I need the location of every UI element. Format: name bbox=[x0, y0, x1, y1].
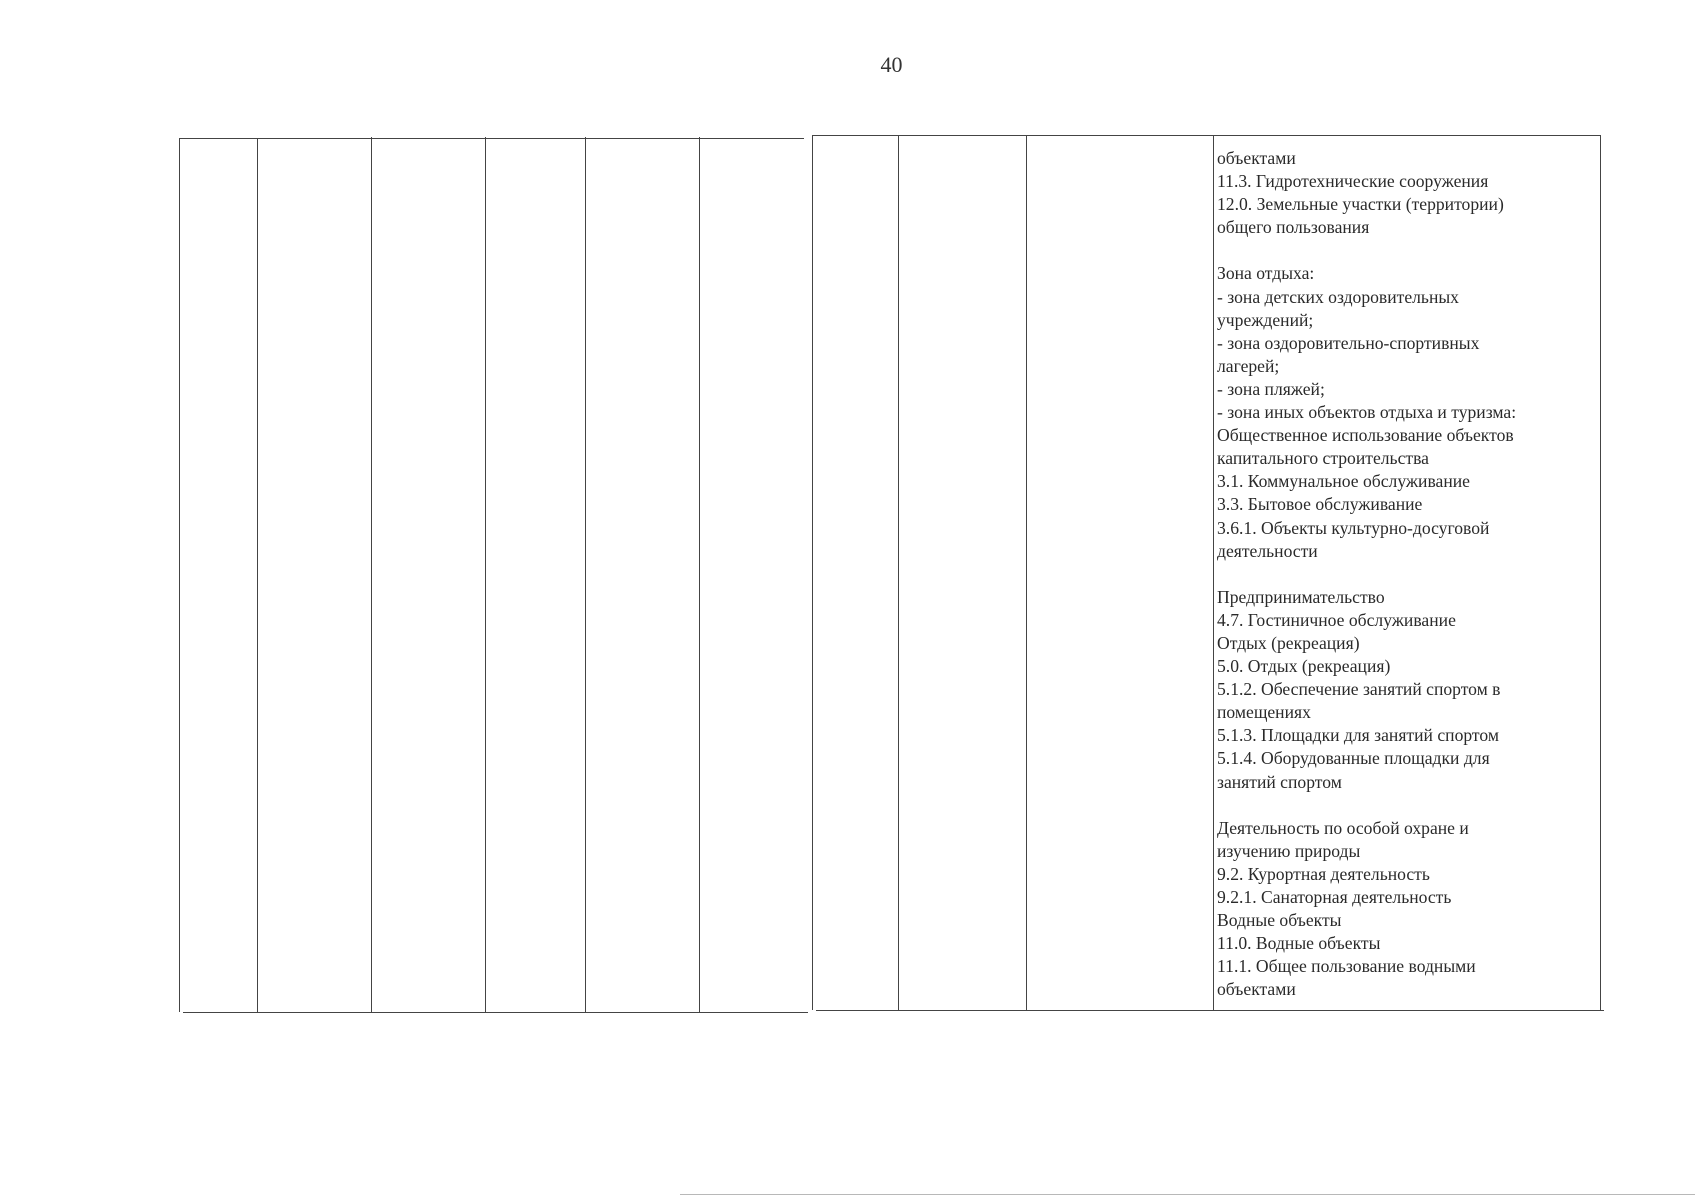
permitted-use-line: 12.0. Земельные участки (территории) bbox=[1217, 194, 1504, 215]
permitted-use-line: 5.1.4. Оборудованные площадки для bbox=[1217, 748, 1490, 769]
table-left-col-border bbox=[485, 137, 486, 1012]
table-left-col-border bbox=[585, 137, 586, 1012]
permitted-use-line: помещениях bbox=[1217, 702, 1311, 723]
table-left-col-border bbox=[371, 137, 372, 1012]
permitted-use-line: Отдых (рекреация) bbox=[1217, 632, 1360, 653]
table-left-col-border bbox=[257, 138, 258, 1012]
table-left-col-border bbox=[699, 137, 700, 1012]
blank-line bbox=[1217, 239, 1597, 262]
table-right-col-border bbox=[1600, 135, 1601, 1010]
table-right-top-border bbox=[812, 135, 1600, 136]
permitted-use-line: учреждений; bbox=[1217, 309, 1314, 330]
permitted-use-line: - зона иных объектов отдыха и туризма: bbox=[1217, 402, 1517, 423]
table-right-col-border bbox=[812, 135, 813, 1010]
permitted-use-line: Водные объекты bbox=[1217, 910, 1342, 931]
page-number: 40 bbox=[880, 52, 903, 77]
permitted-use-line: 4.7. Гостиничное обслуживание bbox=[1217, 609, 1456, 630]
blank-line bbox=[1217, 563, 1597, 586]
permitted-use-line: 11.0. Водные объекты bbox=[1217, 933, 1381, 954]
permitted-use-line: Общественное использование объектов bbox=[1217, 425, 1514, 446]
permitted-use-line: 9.2.1. Санаторная деятельность bbox=[1217, 887, 1452, 907]
permitted-use-line: 5.1.3. Площадки для занятий спортом bbox=[1217, 725, 1499, 746]
table-left-col-border bbox=[179, 138, 180, 1012]
permitted-use-line: 3.3. Бытовое обслуживание bbox=[1217, 494, 1423, 515]
permitted-use-line: капитального строительства bbox=[1217, 448, 1429, 469]
permitted-use-line: Деятельность по особой охране и bbox=[1217, 817, 1469, 838]
permitted-use-line: Предпринимательство bbox=[1217, 586, 1385, 607]
permitted-use-line: объектами bbox=[1217, 979, 1296, 1000]
table-right-col-border bbox=[1026, 135, 1027, 1010]
permitted-use-line: объектами bbox=[1217, 148, 1296, 168]
permitted-use-cell bbox=[1217, 147, 1597, 1001]
permitted-use-line: 3.1. Коммунальное обслуживание bbox=[1217, 471, 1470, 492]
permitted-use-line: 11.1. Общее пользование водными bbox=[1217, 956, 1476, 977]
table-left-bottom-border bbox=[183, 1012, 808, 1013]
permitted-use-line: занятий спортом bbox=[1217, 771, 1342, 792]
table-left-top-border bbox=[179, 138, 804, 139]
permitted-use-line: 9.2. Курортная деятельность bbox=[1217, 863, 1430, 884]
permitted-use-line: лагерей; bbox=[1217, 355, 1280, 376]
permitted-use-line: - зона оздоровительно-спортивных bbox=[1217, 332, 1480, 353]
blank-line bbox=[1217, 794, 1597, 817]
permitted-use-line: 5.0. Отдых (рекреация) bbox=[1217, 656, 1391, 677]
permitted-use-line: общего пользования bbox=[1217, 217, 1370, 238]
table-right-col-border bbox=[1213, 135, 1214, 1010]
permitted-use-line: 3.6.1. Объекты культурно-досуговой bbox=[1217, 517, 1490, 538]
table-right-col-border bbox=[898, 135, 899, 1010]
permitted-use-line: 11.3. Гидротехнические сооружения bbox=[1217, 171, 1489, 192]
scan-edge-line bbox=[680, 1194, 1695, 1195]
permitted-use-line: 5.1.2. Обеспечение занятий спортом в bbox=[1217, 679, 1501, 700]
permitted-use-line: деятельности bbox=[1217, 540, 1318, 561]
table-right-bottom-border bbox=[816, 1010, 1604, 1011]
permitted-use-line: - зона пляжей; bbox=[1217, 378, 1325, 399]
permitted-use-line: изучению природы bbox=[1217, 840, 1361, 861]
permitted-use-line: Зона отдыха: bbox=[1217, 263, 1315, 284]
permitted-use-line: - зона детских оздоровительных bbox=[1217, 286, 1459, 307]
